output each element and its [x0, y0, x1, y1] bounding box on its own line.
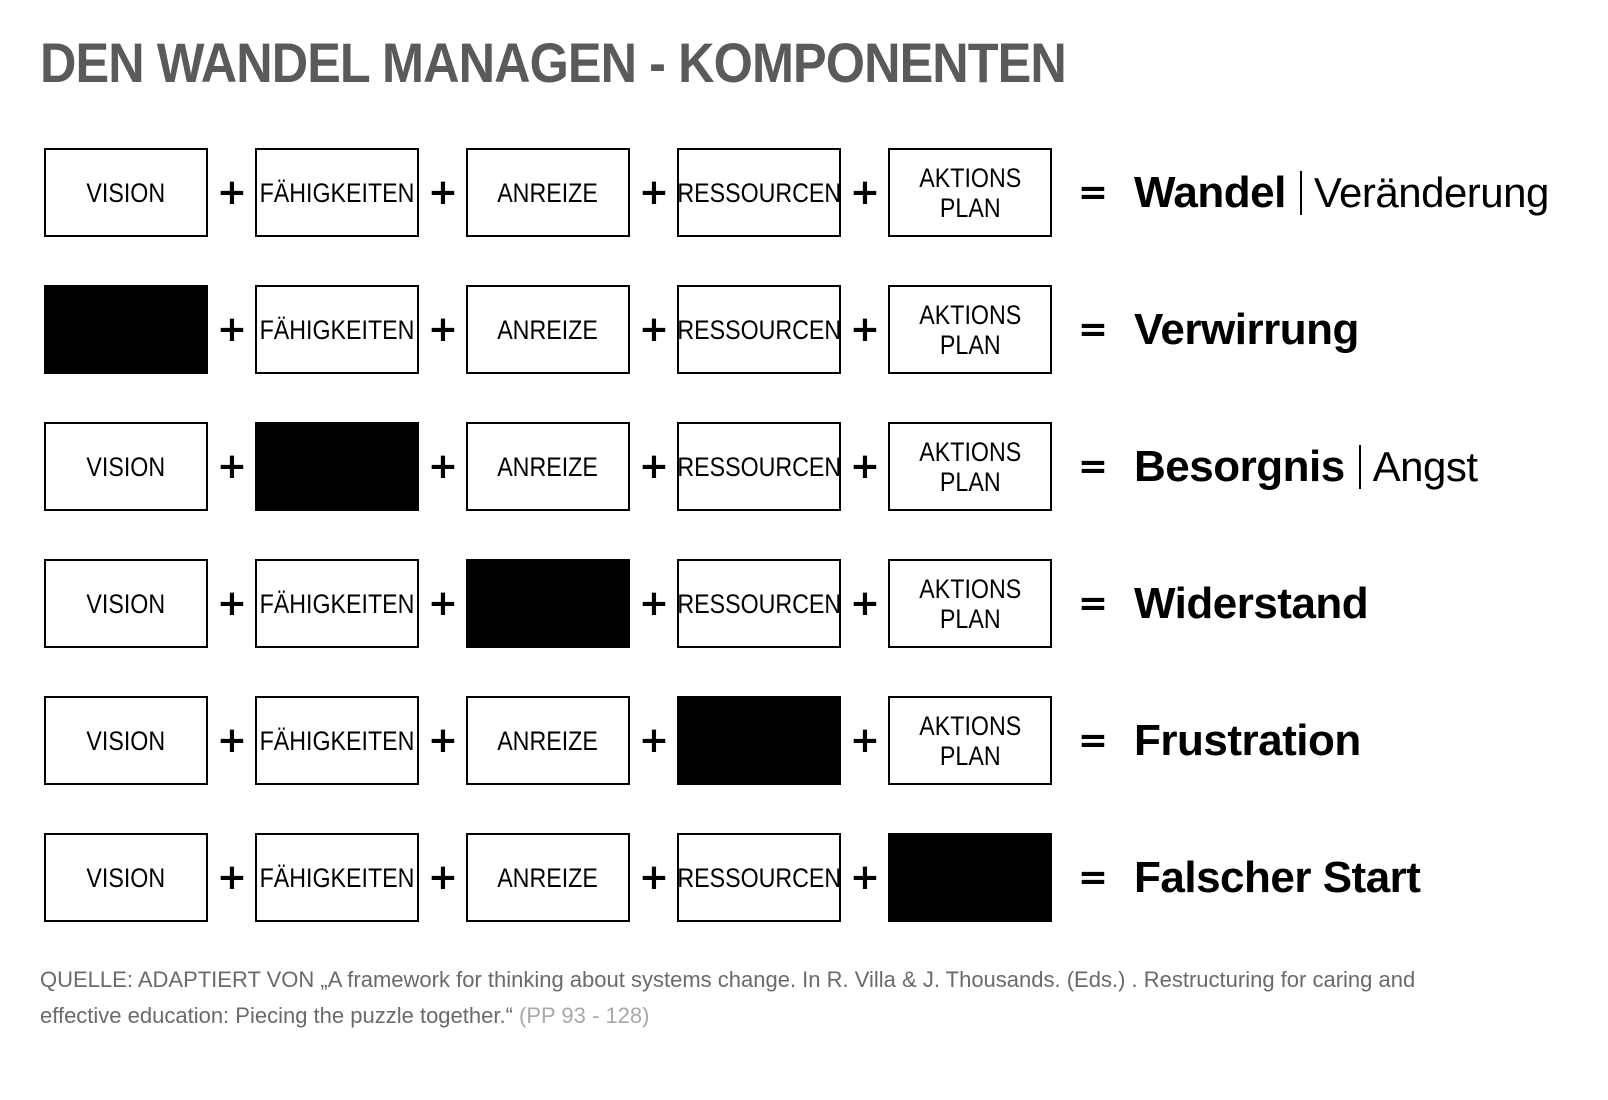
result	[1134, 148, 1549, 237]
result-synonym: Angst	[1372, 442, 1478, 490]
plus-sign: +	[849, 720, 881, 761]
component-label: VISION	[86, 177, 166, 208]
result-label: Besorgnis	[1134, 441, 1345, 491]
component-box-fähigkeiten	[255, 559, 419, 648]
component-box-ressourcen	[677, 422, 841, 511]
component-label: RESSOURCEN	[677, 862, 841, 893]
component-box-fähigkeiten	[255, 696, 419, 785]
source-pages: (PP 93 - 128)	[519, 1003, 650, 1028]
component-label: RESSOURCEN	[677, 588, 841, 619]
component-label: VISION	[86, 725, 166, 756]
component-box-aktions-plan	[888, 422, 1052, 511]
plus-sign: +	[216, 309, 248, 350]
equals-sign: =	[1077, 720, 1109, 761]
result-synonym: Veränderung	[1313, 168, 1549, 216]
result-label: Verwirrung	[1134, 304, 1359, 354]
component-label: AKTIONS PLAN	[919, 436, 1021, 497]
plus-sign: +	[849, 446, 881, 487]
component-box-aktions-plan	[888, 285, 1052, 374]
equation-row	[44, 696, 1584, 785]
missing-component-box	[466, 559, 630, 648]
component-label: ANREIZE	[497, 177, 599, 208]
result	[1134, 559, 1368, 648]
missing-component-box	[255, 422, 419, 511]
plus-sign: +	[216, 172, 248, 213]
component-label: RESSOURCEN	[677, 177, 841, 208]
equals-sign: =	[1077, 309, 1109, 350]
component-box-vision	[44, 696, 208, 785]
component-label: ANREIZE	[497, 725, 599, 756]
component-box-anreize	[466, 285, 630, 374]
equation-row	[44, 559, 1584, 648]
plus-sign: +	[849, 309, 881, 350]
component-box-anreize	[466, 696, 630, 785]
equation-row	[44, 833, 1584, 922]
plus-sign: +	[638, 857, 670, 898]
source-text: QUELLE: ADAPTIERT VON „A framework for thinking about systems change. In R. Villa & J. Thousands. (Eds.) . Restructuring for caring and effective education: Piecing the puzzle together.“	[40, 967, 1416, 1028]
component-box-anreize	[466, 148, 630, 237]
component-box-ressourcen	[677, 285, 841, 374]
component-label: AKTIONS PLAN	[919, 573, 1021, 634]
missing-component-box	[44, 285, 208, 374]
plus-sign: +	[849, 857, 881, 898]
equals-sign: =	[1077, 857, 1109, 898]
result	[1134, 422, 1478, 511]
plus-sign: +	[427, 720, 459, 761]
component-label: ANREIZE	[497, 314, 599, 345]
plus-sign: +	[427, 172, 459, 213]
component-box-vision	[44, 148, 208, 237]
plus-sign: +	[216, 583, 248, 624]
plus-sign: +	[849, 583, 881, 624]
plus-sign: +	[216, 720, 248, 761]
component-label: VISION	[86, 588, 166, 619]
component-label: FÄHIGKEITEN	[259, 314, 415, 345]
plus-sign: +	[638, 172, 670, 213]
component-box-fähigkeiten	[255, 833, 419, 922]
plus-sign: +	[638, 446, 670, 487]
plus-sign: +	[427, 583, 459, 624]
component-box-aktions-plan	[888, 696, 1052, 785]
component-label: FÄHIGKEITEN	[259, 862, 415, 893]
page-title: DEN WANDEL MANAGEN - KOMPONENTEN	[40, 31, 1066, 94]
equals-sign: =	[1077, 583, 1109, 624]
component-box-ressourcen	[677, 833, 841, 922]
plus-sign: +	[427, 446, 459, 487]
component-box-ressourcen	[677, 559, 841, 648]
result-label: Wandel	[1134, 167, 1286, 217]
plus-sign: +	[638, 720, 670, 761]
component-label: RESSOURCEN	[677, 314, 841, 345]
plus-sign: +	[216, 857, 248, 898]
component-label: RESSOURCEN	[677, 451, 841, 482]
component-label: FÄHIGKEITEN	[259, 588, 415, 619]
component-box-vision	[44, 422, 208, 511]
equation-row	[44, 285, 1584, 374]
component-label: AKTIONS PLAN	[919, 710, 1021, 771]
result	[1134, 833, 1420, 922]
result	[1134, 285, 1359, 374]
result-divider	[1359, 445, 1361, 489]
component-box-vision	[44, 559, 208, 648]
component-box-aktions-plan	[888, 559, 1052, 648]
plus-sign: +	[849, 172, 881, 213]
component-label: FÄHIGKEITEN	[259, 177, 415, 208]
component-label: FÄHIGKEITEN	[259, 725, 415, 756]
component-label: ANREIZE	[497, 862, 599, 893]
result-label: Frustration	[1134, 715, 1361, 765]
equation-row	[44, 148, 1584, 237]
source-citation	[40, 962, 1500, 1034]
missing-component-box	[677, 696, 841, 785]
missing-component-box	[888, 833, 1052, 922]
component-box-ressourcen	[677, 148, 841, 237]
component-box-aktions-plan	[888, 148, 1052, 237]
result	[1134, 696, 1361, 785]
component-label: VISION	[86, 862, 166, 893]
component-label: ANREIZE	[497, 451, 599, 482]
plus-sign: +	[216, 446, 248, 487]
equation-row	[44, 422, 1584, 511]
result-label: Falscher Start	[1134, 852, 1421, 902]
component-box-vision	[44, 833, 208, 922]
component-label: AKTIONS PLAN	[919, 162, 1021, 223]
plus-sign: +	[427, 857, 459, 898]
component-box-anreize	[466, 833, 630, 922]
component-box-fähigkeiten	[255, 148, 419, 237]
result-label: Widerstand	[1134, 578, 1369, 628]
plus-sign: +	[638, 583, 670, 624]
equals-sign: =	[1077, 172, 1109, 213]
component-label: VISION	[86, 451, 166, 482]
component-box-anreize	[466, 422, 630, 511]
plus-sign: +	[427, 309, 459, 350]
plus-sign: +	[638, 309, 670, 350]
component-box-fähigkeiten	[255, 285, 419, 374]
result-divider	[1300, 171, 1302, 215]
equals-sign: =	[1077, 446, 1109, 487]
component-label: AKTIONS PLAN	[919, 299, 1021, 360]
